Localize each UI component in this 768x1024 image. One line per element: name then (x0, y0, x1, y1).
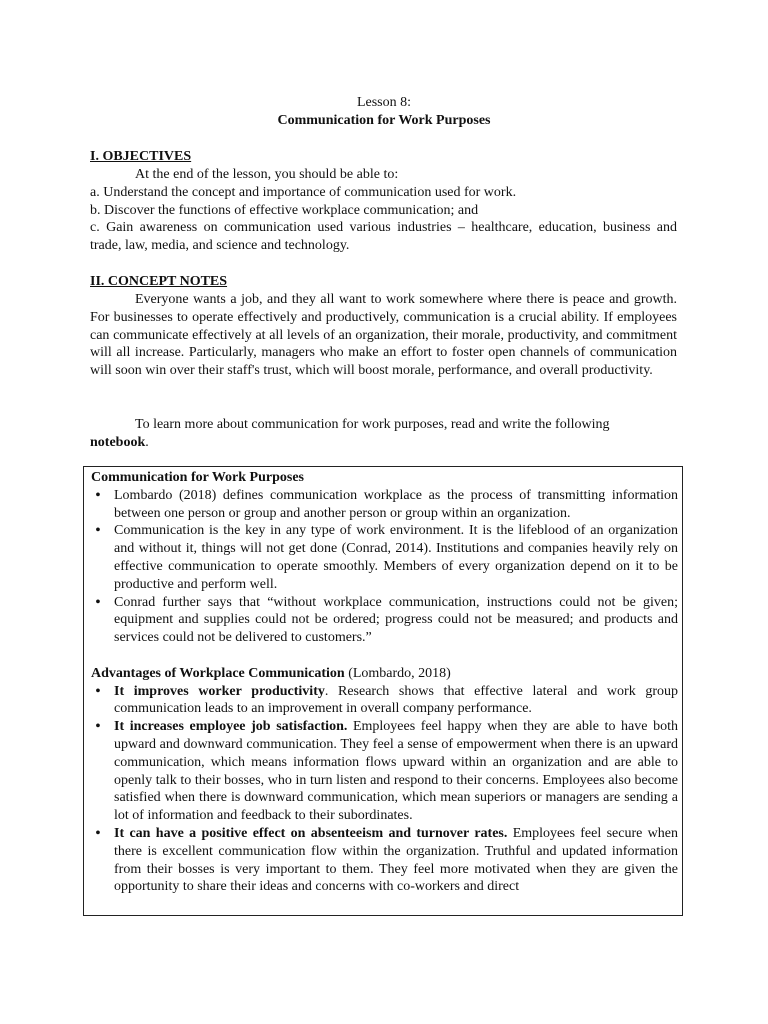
communication-list (91, 487, 678, 647)
section-advantages-title: Advantages of Workplace Communication (91, 665, 345, 681)
list-item-text: Lombardo (2018) defines communication workplace as the process of transmitting information between one person or group and another person or group within an organization. (114, 487, 678, 521)
list-item (91, 825, 678, 896)
advantage-text: Employees feel happy when they are able to have both upward and downward communication. They feel a sense of empowerment when there is an upward communication, which means information flows upward within an organization and are able to openly talk to their bosses, who in turn listen and respond to their concerns. Employees also become satisfied when there is downward communication, which mean superiors or managers are sending a lot of information and feedback to their subordinates. (114, 719, 678, 824)
advantages-list (91, 683, 678, 897)
advantage-text: . Research shows that effective lateral and work group communication leads to an improvement in overall company performance. (114, 683, 678, 717)
advantage-text: Employees feel secure when there is excellent communication flow within the organization. Truthful and updated information from their bosses is very important to them. They feel more motivated when they are given the opportunity to share their ideas and concerns with co-workers and direct (114, 825, 678, 895)
concepts-box-content (91, 469, 678, 896)
section-advantages-heading (91, 665, 678, 683)
concept-notes-heading: II. CONCEPT NOTES (90, 274, 228, 289)
bullet-icon: • (95, 523, 101, 539)
objective-item-a: a. Understand the concept and importance of communication used for work. (90, 184, 517, 200)
list-item (91, 718, 678, 825)
section-advantages-source: (Lombardo, 2018) (344, 665, 451, 681)
concept-paragraph-2-line-2 (90, 434, 677, 452)
concept-paragraph-2-suffix: . (145, 434, 149, 450)
objectives-body (90, 166, 677, 255)
bullet-icon: • (95, 825, 101, 841)
lesson-number: Lesson 8: (356, 95, 412, 110)
section-communication-title: Communication for Work Purposes (91, 470, 304, 485)
objectives-heading: I. OBJECTIVES (90, 149, 192, 164)
list-item (91, 487, 678, 523)
concepts-box (83, 466, 683, 916)
list-item (91, 594, 678, 647)
objective-item-c: c. Gain awareness on communication used various industries – healthcare, education, business and trade, law, media, and science and technology. (90, 220, 677, 254)
advantage-lead: It improves worker productivity (114, 683, 325, 699)
objectives-intro: At the end of the lesson, you should be able to: (135, 167, 399, 182)
bullet-icon: • (95, 487, 101, 503)
advantage-lead: It can have a positive effect on absenteeism and turnover rates. (114, 825, 508, 841)
bullet-icon: • (95, 719, 101, 735)
list-item-text: Communication is the key in any type of work environment. It is the lifeblood of an organization and without it, things will not get done (Conrad, 2014). Institutions and companies heavily rely on effective communication to operate smoothly. Members of every organization depend on it to be productive and perform well. (114, 523, 678, 592)
list-item (91, 522, 678, 593)
concept-paragraph-1: Everyone wants a job, and they all want to work somewhere where there is peace and growth. For businesses to operate effectively and productively, communication is a crucial ability. If employees can communicate effectively at all levels of an organization, their morale, productivity, and commitment will all increase. Particularly, managers who make an effort to foster open channels of communication will soon win over their staff's trust, which will boost morale, performance, and overall productivity. (90, 292, 677, 379)
bullet-icon: • (95, 683, 101, 699)
objective-item-b: b. Discover the functions of effective workplace communication; and (90, 202, 479, 218)
advantage-lead: It increases employee job satisfaction. (114, 719, 348, 735)
spacer (91, 647, 678, 665)
lesson-title: Communication for Work Purposes (277, 113, 491, 128)
list-item (91, 683, 678, 719)
bullet-icon: • (95, 594, 101, 610)
notebook-emphasis: notebook (90, 434, 146, 450)
concept-paragraph-2 (90, 416, 677, 452)
concept-notes-body (90, 291, 677, 380)
concept-paragraph-2-line-1: To learn more about communication for work purposes, read and write the following (135, 417, 610, 432)
list-item-text: Conrad further says that “without workplace communication, instructions could not be given; equipment and supplies could not be ordered; progress could not be measured; and products and services could not be delivered to customers.” (114, 594, 678, 646)
